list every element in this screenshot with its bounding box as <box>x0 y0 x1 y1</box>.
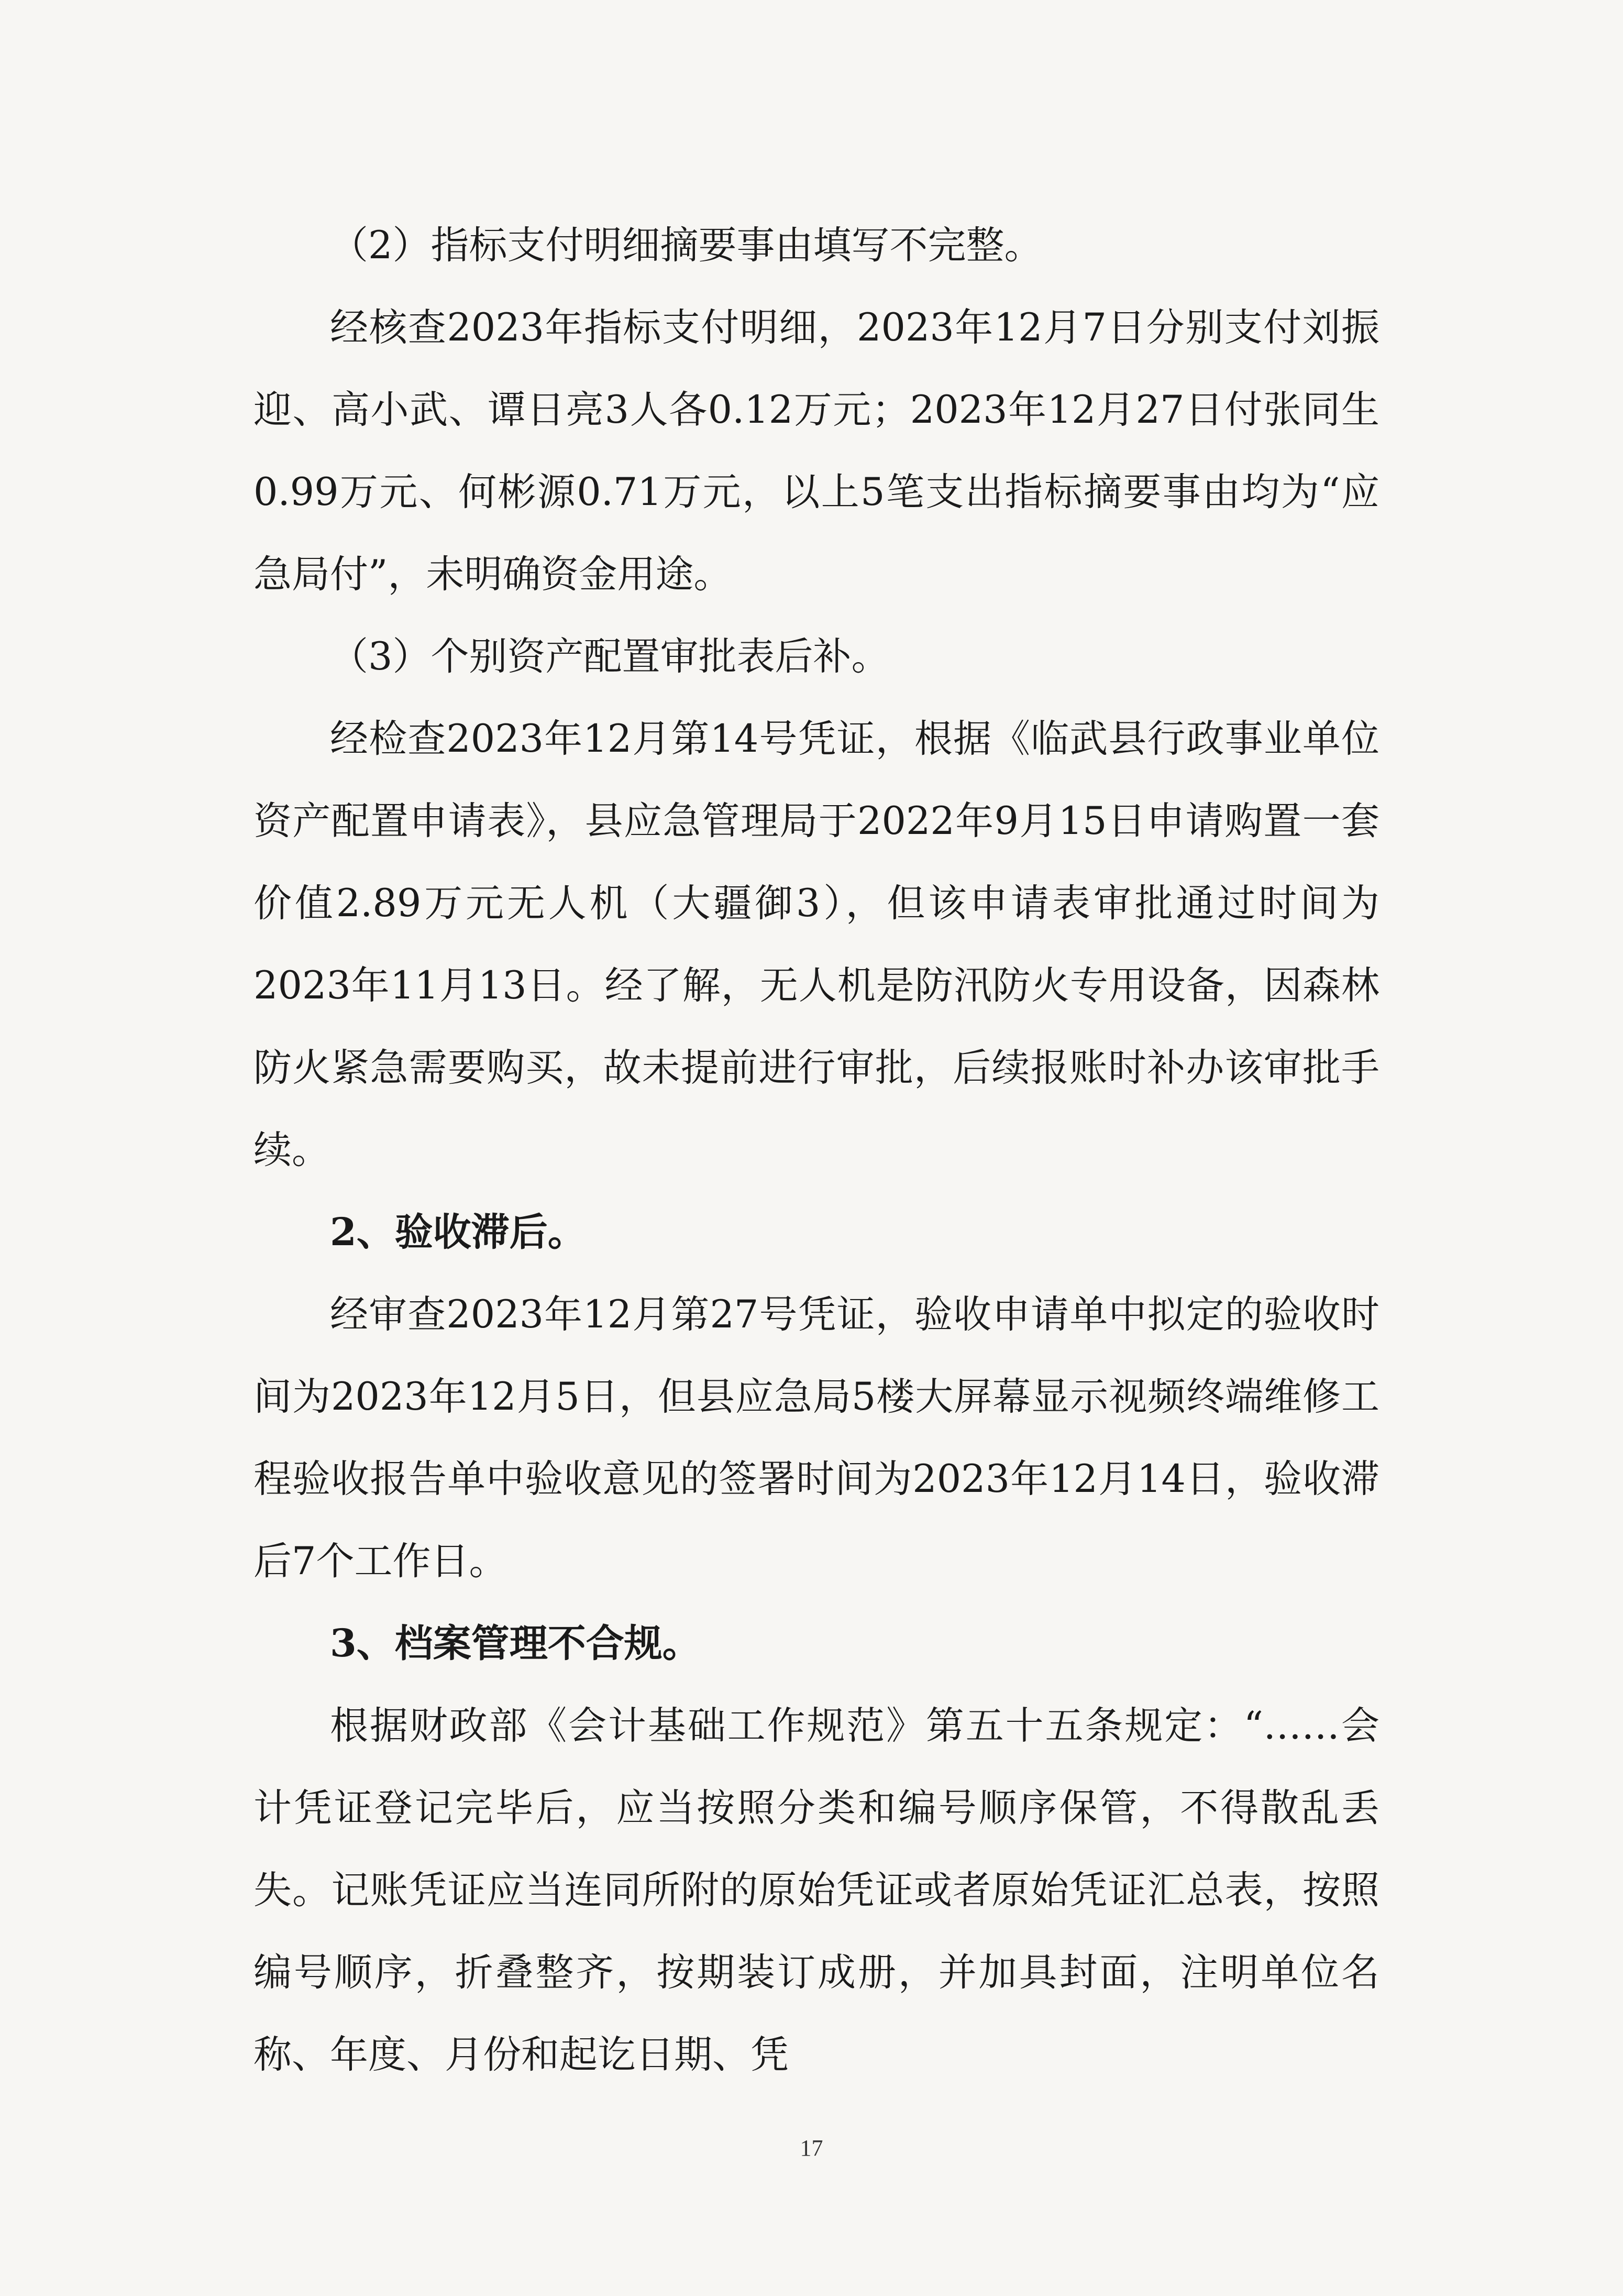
document-body <box>253 204 1379 2096</box>
subheading-payment-details: （2）指标支付明细摘要事由填写不完整。 <box>330 223 1043 268</box>
page-number: 17 <box>800 2135 823 2161</box>
heading-archive-management: 3、档案管理不合规。 <box>330 1621 701 1666</box>
paragraph-acceptance-delay: 经审查2023年12月第27号凭证，验收申请单中拟定的验收时间为2023年12月5日，但县应急局5楼大屏幕显示视频终端维修工程验收报告单中验收意见的签署时间为2023年12月14日，验收滞后7个工作日。 <box>253 1292 1379 1584</box>
paragraph-asset-approval: 经检查2023年12月第14号凭证，根据《临武县行政事业单位资产配置申请表》，县应急管理局于2022年9月15日申请购置一套价值2.89万元无人机（大疆御3），但该申请表审批通过时间为2023年11月13日。经了解，无人机是防汛防火专用设备，因森林防火紧急需要购买，故未提前进行审批，后续报账时补办该审批手续。 <box>253 717 1379 1172</box>
paragraph-archive-management: 根据财政部《会计基础工作规范》第五十五条规定：“……会计凭证登记完毕后，应当按照分类和编号顺序保管，不得散乱丢失。记账凭证应当连同所附的原始凭证或者原始凭证汇总表，按照编号顺序，折叠整齐，按期装订成册，并加具封面，注明单位名称、年度、月份和起讫日期、凭 <box>253 1704 1379 2077</box>
subheading-asset-approval: （3）个别资产配置审批表后补。 <box>330 634 890 679</box>
heading-acceptance-delay: 2、验收滞后。 <box>330 1210 586 1255</box>
paragraph-payment-details: 经核查2023年指标支付明细，2023年12月7日分别支付刘振迎、高小武、谭日亮3人各0.12万元；2023年12月27日付张同生0.99万元、何彬源0.71万元，以上5笔支出指标摘要事由均为“应急局付”，未明确资金用途。 <box>253 305 1379 597</box>
